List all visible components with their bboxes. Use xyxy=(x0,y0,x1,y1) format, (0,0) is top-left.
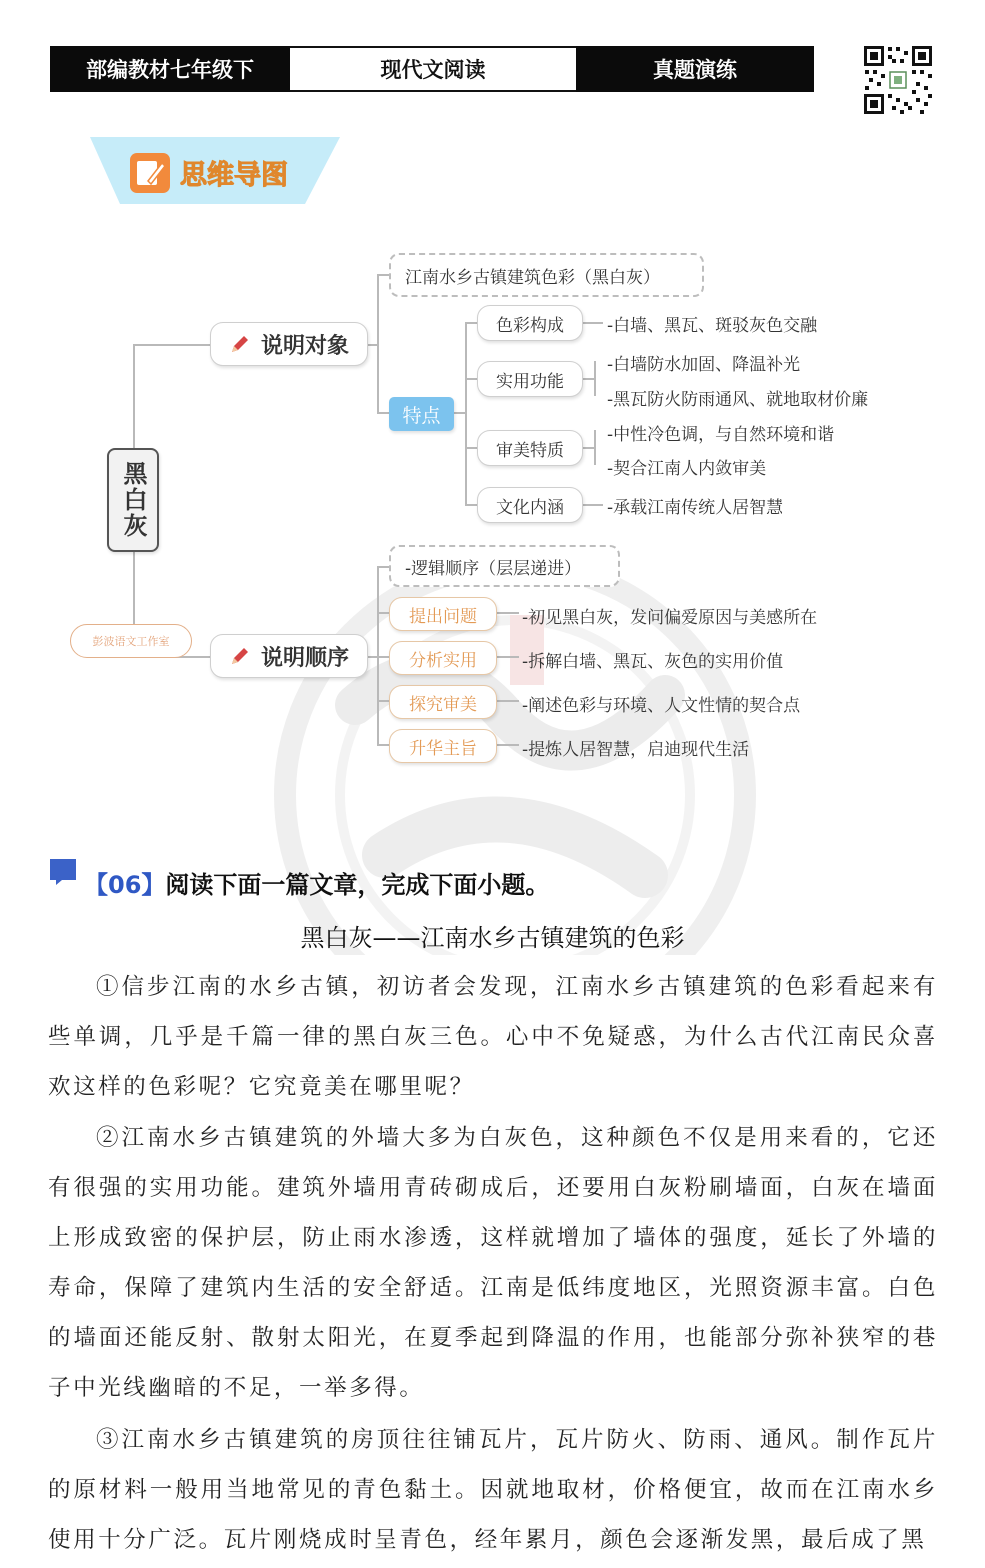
question-marker-icon xyxy=(48,856,78,886)
article-title: 黑白灰——江南水乡古镇建筑的色彩 xyxy=(300,924,685,952)
studio-watermark-label: 彭波语文工作室 xyxy=(70,624,192,658)
article-paragraph-3: ③江南水乡古镇建筑的房顶往往铺瓦片，瓦片防火、防雨、通风。制作瓦片的原材料一般用当地常见的青色黏土。因就地取材，价格便宜，故而在江南水乡使用十分广泛。瓦片刚烧成时呈青色，经年累月，颜色会逐渐发黑，最后成了黑 xyxy=(48,1427,938,1553)
feature-leaf: -白墙防水加固、降温补光 xyxy=(607,355,801,375)
feature-node-3: 文化内涵 xyxy=(477,487,583,523)
feature-leaf: -黑瓦防火防雨通风、就地取材价廉 xyxy=(607,390,869,410)
feature-leaf: -中性冷色调，与自然环境和谐 xyxy=(607,425,835,445)
article-paragraph-1: ①信步江南的水乡古镇，初访者会发现，江南水乡古镇建筑的色彩看起来有些单调，几乎是千篇一律的黑白灰三色。心中不免疑惑，为什么古代江南民众喜欢这样的色彩呢？它究竟美在哪里呢？ xyxy=(48,974,938,1100)
order-step-desc: -阐述色彩与环境、人文性情的契合点 xyxy=(522,696,801,716)
order-step-node-0: 提出问题 xyxy=(389,597,497,631)
order-step-desc: -初见黑白灰，发问偏爱原因与美感所在 xyxy=(522,608,818,628)
order-step-node-3: 升华主旨 xyxy=(389,729,497,763)
feature-leaf: -承载江南传统人居智慧 xyxy=(607,498,784,518)
mindmap-object-label: 说明对象 xyxy=(260,333,349,359)
question-prompt: 阅读下面一篇文章，完成下面小题。 xyxy=(165,871,550,899)
pencil-icon xyxy=(229,645,251,667)
order-step-node-1: 分析实用 xyxy=(389,641,497,675)
edit-icon xyxy=(130,153,170,193)
order-step-node-2: 探究审美 xyxy=(389,685,497,719)
feature-node-1: 实用功能 xyxy=(477,361,583,397)
question-heading xyxy=(84,865,549,900)
order-step-desc: -拆解白墙、黑瓦、灰色的实用价值 xyxy=(522,652,784,672)
header-grade-text: 部编教材七年级下 xyxy=(86,58,254,82)
header-practice-label xyxy=(576,46,814,92)
feature-leaf: -白墙、黑瓦、斑驳灰色交融 xyxy=(607,316,818,336)
mindmap-features-node: 特点 xyxy=(389,397,454,431)
feature-node-2: 审美特质 xyxy=(477,430,583,466)
feature-leaf: -契合江南人内敛审美 xyxy=(607,459,767,479)
mindmap-object-node xyxy=(210,322,368,366)
header-section-label xyxy=(290,46,576,92)
pencil-icon xyxy=(229,333,251,355)
mindmap-root-node: 黑白灰 xyxy=(107,448,159,552)
header-practice-text: 真题演练 xyxy=(653,58,737,82)
order-step-desc: -提炼人居智慧，启迪现代生活 xyxy=(522,740,750,760)
header-grade-label xyxy=(50,46,290,92)
mindmap-order-type-node: -逻辑顺序（层层递进） xyxy=(389,545,620,587)
header-section-text: 现代文阅读 xyxy=(380,58,486,82)
feature-node-0: 色彩构成 xyxy=(477,305,583,341)
mindmap-subject-node: 江南水乡古镇建筑色彩（黑白灰） xyxy=(389,253,704,297)
question-number: 【06】 xyxy=(84,871,166,899)
qr-code-icon xyxy=(862,44,934,116)
mindmap-order-label: 说明顺序 xyxy=(260,645,349,671)
article-paragraph-2: ②江南水乡古镇建筑的外墙大多为白灰色，这种颜色不仅是用来看的，它还有很强的实用功能。建筑外墙用青砖砌成后，还要用白灰粉刷墙面，白灰在墙面上形成致密的保护层，防止雨水渗透，这样就增加了墙体的强度，延长了外墙的寿命，保障了建筑内生活的安全舒适。江南是低纬度地区，光照资源丰富。白色的墙面还能反射、散射太阳光，在夏季起到降温的作用，也能部分弥补狭窄的巷子中光线幽暗的不足，一举多得。 xyxy=(48,1125,938,1401)
mindmap-order-node xyxy=(210,634,368,678)
mindmap-banner-title: 思维导图 xyxy=(180,160,288,191)
